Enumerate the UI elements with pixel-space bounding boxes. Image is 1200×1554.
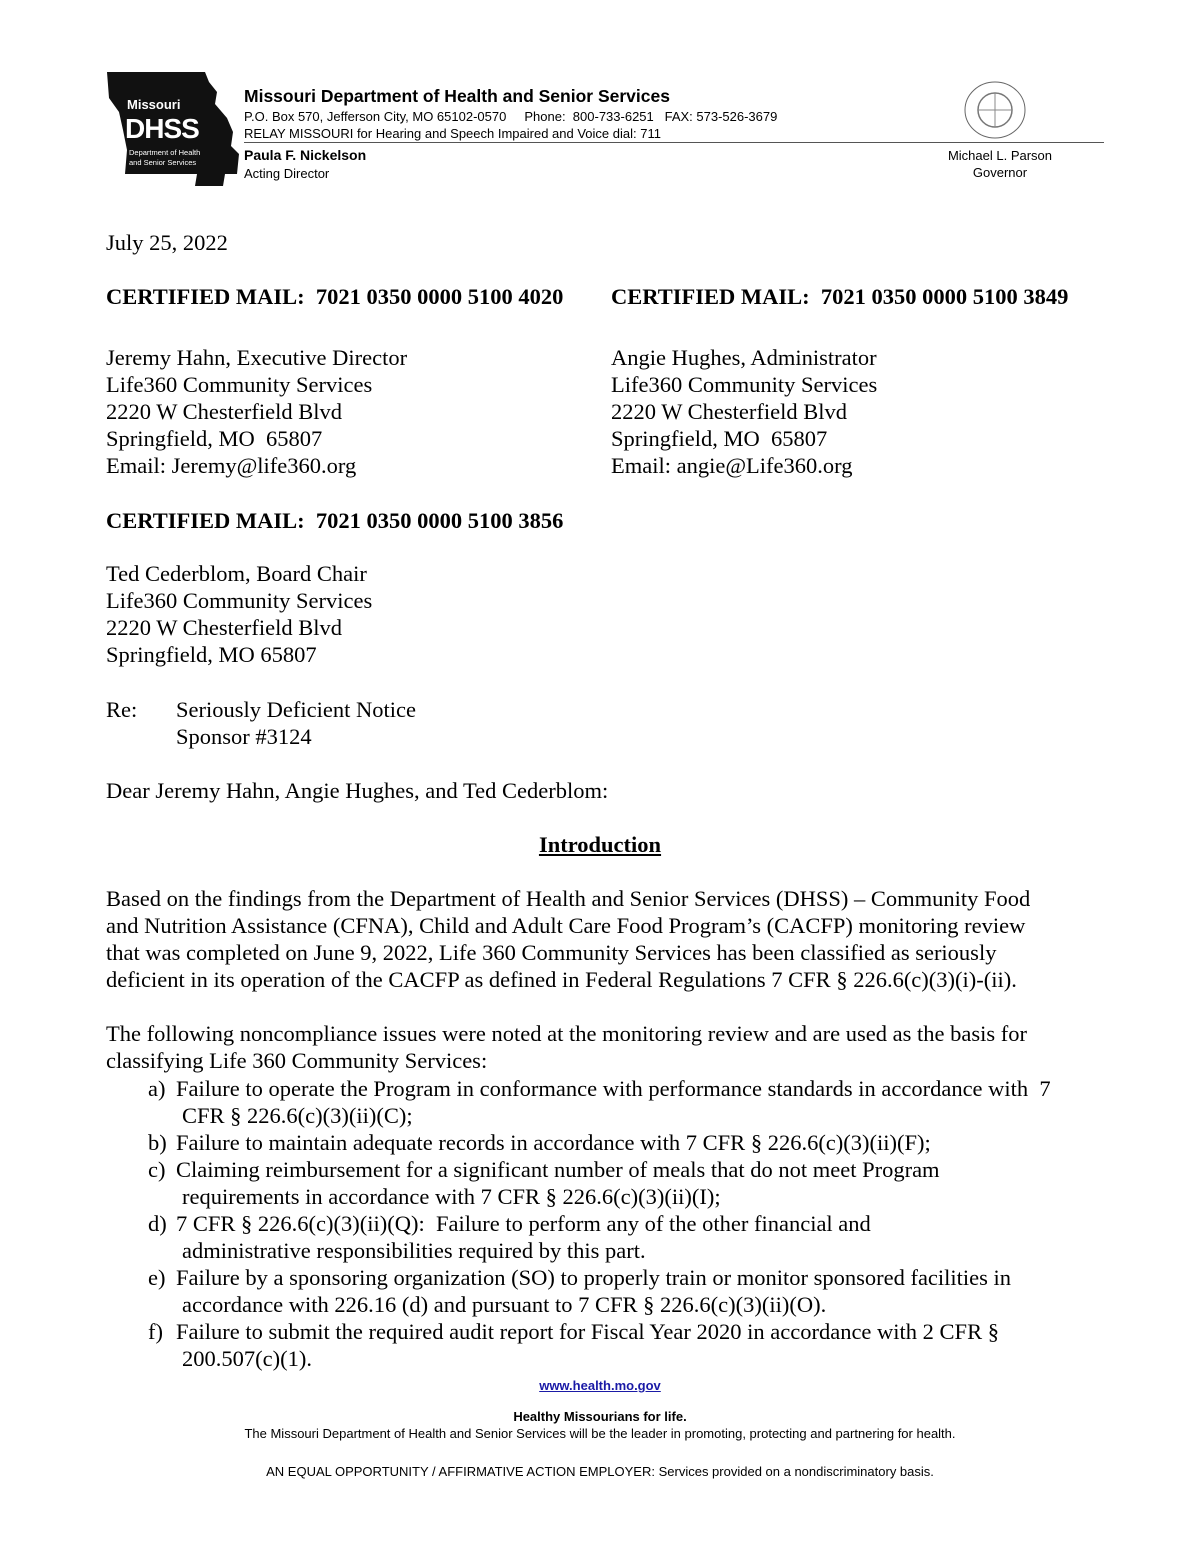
list-text: Failure to submit the required audit report for Fiscal Year 2020 in accordance with 2 CFR § xyxy=(176,1319,999,1344)
address-line: Life360 Community Services xyxy=(106,588,373,613)
list-item xyxy=(148,1156,1051,1210)
address-line: Ted Cederblom, Board Chair xyxy=(106,561,367,586)
list-label: f) xyxy=(148,1319,163,1344)
recipient-address-1 xyxy=(106,344,407,479)
noncompliance-list xyxy=(148,1075,1051,1372)
list-item xyxy=(148,1129,1051,1156)
paragraph-line: that was completed on June 9, 2022, Life 360 Community Services has been classified as seriously xyxy=(106,940,997,965)
department-address: P.O. Box 570, Jefferson City, MO 65102-0570 Phone: 800-733-6251 FAX: 573-526-3679 xyxy=(244,109,778,124)
paragraph-line: deficient in its operation of the CACFP as defined in Federal Regulations 7 CFR § 226.6(c)(3)(i)-(ii). xyxy=(106,967,1017,992)
salutation: Dear Jeremy Hahn, Angie Hughes, and Ted Cederblom: xyxy=(106,778,609,803)
logo-missouri: Missouri xyxy=(127,97,181,112)
address-line: Springfield, MO 65807 xyxy=(106,642,317,667)
address-line: Springfield, MO 65807 xyxy=(611,426,828,451)
list-text: Failure by a sponsoring organization (SO) to properly train or monitor sponsored facilities in xyxy=(176,1265,1012,1290)
department-name: Missouri Department of Health and Senior Services xyxy=(244,86,670,106)
paragraph-line: Based on the findings from the Department of Health and Senior Services (DHSS) – Community Food xyxy=(106,886,1031,911)
list-item xyxy=(148,1318,1051,1372)
certified-mail-3: CERTIFIED MAIL: 7021 0350 0000 5100 3856 xyxy=(106,508,564,533)
list-label: c) xyxy=(148,1157,166,1182)
list-text: 7 CFR § 226.6(c)(3)(ii)(Q): Failure to perform any of the other financial and xyxy=(176,1211,871,1236)
intro-paragraph xyxy=(106,885,1030,993)
section-heading-introduction: Introduction xyxy=(538,832,662,857)
recipient-address-3 xyxy=(106,560,372,668)
address-line: Life360 Community Services xyxy=(611,372,878,397)
certified-mail-1: CERTIFIED MAIL: 7021 0350 0000 5100 4020 xyxy=(106,284,564,309)
footer-mission: The Missouri Department of Health and Senior Services will be the leader in promoting, protecting and partnering for health. xyxy=(244,1426,956,1441)
director-title: Acting Director xyxy=(244,166,330,181)
dhss-logo xyxy=(105,70,240,190)
address-email: Email: Jeremy@life360.org xyxy=(106,453,357,478)
re-label: Re: xyxy=(106,697,138,722)
re-line: Sponsor #3124 xyxy=(176,724,312,749)
address-line: Springfield, MO 65807 xyxy=(106,426,323,451)
recipient-address-2 xyxy=(611,344,877,479)
letter-date: July 25, 2022 xyxy=(106,230,228,255)
paragraph-line: and Nutrition Assistance (CFNA), Child and Adult Care Food Program’s (CACFP) monitoring review xyxy=(106,913,1026,938)
noncompliance-paragraph xyxy=(106,1020,1027,1074)
list-text: CFR § 226.6(c)(3)(ii)(C); xyxy=(182,1103,413,1128)
footer-eeo: AN EQUAL OPPORTUNITY / AFFIRMATIVE ACTION EMPLOYER: Services provided on a nondiscriminatory basis. xyxy=(266,1464,934,1479)
logo-sub2: and Senior Services xyxy=(129,158,197,167)
address-line: Life360 Community Services xyxy=(106,372,373,397)
relay-line: RELAY MISSOURI for Hearing and Speech Impaired and Voice dial: 711 xyxy=(244,126,661,141)
logo-dhss: DHSS xyxy=(125,113,199,144)
director-name: Paula F. Nickelson xyxy=(244,147,367,163)
state-seal-icon xyxy=(953,78,1037,145)
logo-sub1: Department of Health xyxy=(129,148,201,157)
address-line: Angie Hughes, Administrator xyxy=(611,345,877,370)
address-line: 2220 W Chesterfield Blvd xyxy=(611,399,848,424)
list-item xyxy=(148,1075,1051,1129)
website-link[interactable]: www.health.mo.gov xyxy=(539,1378,661,1393)
list-label: e) xyxy=(148,1265,166,1290)
address-line: Jeremy Hahn, Executive Director xyxy=(106,345,408,370)
address-line: 2220 W Chesterfield Blvd xyxy=(106,399,343,424)
list-label: b) xyxy=(148,1130,167,1155)
list-text: accordance with 226.16 (d) and pursuant to 7 CFR § 226.6(c)(3)(ii)(O). xyxy=(182,1292,827,1317)
list-label: a) xyxy=(148,1076,166,1101)
list-text: 200.507(c)(1). xyxy=(182,1346,312,1371)
governor-name: Michael L. Parson xyxy=(947,148,1053,163)
list-item xyxy=(148,1264,1051,1318)
paragraph-line: classifying Life 360 Community Services: xyxy=(106,1048,488,1073)
address-email: Email: angie@Life360.org xyxy=(611,453,853,478)
governor-title: Governor xyxy=(972,165,1028,180)
footer-motto: Healthy Missourians for life. xyxy=(513,1409,687,1424)
list-text: Failure to maintain adequate records in accordance with 7 CFR § 226.6(c)(3)(ii)(F); xyxy=(176,1130,931,1155)
list-item xyxy=(148,1210,1051,1264)
paragraph-line: The following noncompliance issues were noted at the monitoring review and are used as the basis for xyxy=(106,1021,1027,1046)
list-text: Claiming reimbursement for a significant number of meals that do not meet Program xyxy=(176,1157,940,1182)
re-subject xyxy=(176,696,416,750)
list-text: Failure to operate the Program in conformance with performance standards in accordance with 7 xyxy=(176,1076,1051,1101)
list-text: requirements in accordance with 7 CFR § 226.6(c)(3)(ii)(I); xyxy=(182,1184,721,1209)
certified-mail-2: CERTIFIED MAIL: 7021 0350 0000 5100 3849 xyxy=(611,284,1069,309)
re-line: Seriously Deficient Notice xyxy=(176,697,416,722)
address-line: 2220 W Chesterfield Blvd xyxy=(106,615,343,640)
list-label: d) xyxy=(148,1211,167,1236)
list-text: administrative responsibilities required by this part. xyxy=(182,1238,646,1263)
